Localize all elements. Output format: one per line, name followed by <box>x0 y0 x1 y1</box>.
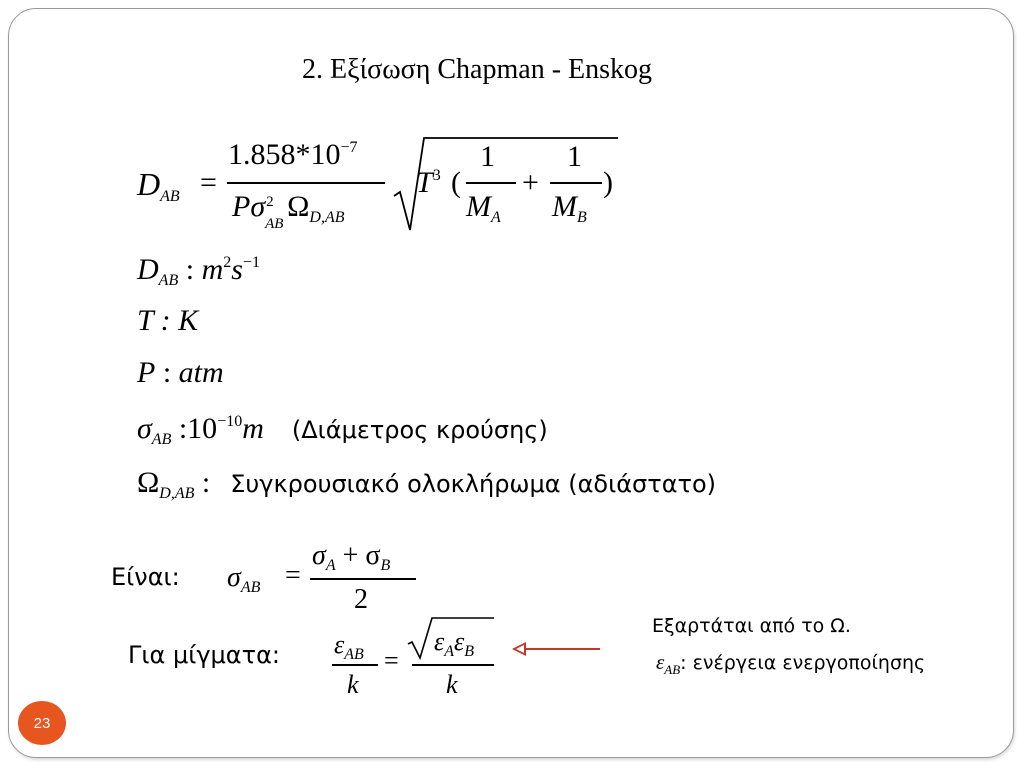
mixtures-rhs-eps: $\varepsilon_A\varepsilon_B$ <box>434 627 475 660</box>
page-number-badge: 23 <box>18 701 66 745</box>
einai-numerator: $\sigma_A + \sigma_B$ <box>312 540 391 574</box>
eq-plus: + <box>522 166 539 199</box>
eq-t-cubed: $T^3$ <box>416 166 441 199</box>
einai-fraction-bar <box>310 578 416 580</box>
eq-equals: = <box>200 166 217 199</box>
arrow-head-inner <box>516 645 524 653</box>
eq-fraction-bar <box>227 182 385 184</box>
side-note-line2: $\varepsilon_{AB}$: ενέργεια ενεργοποίησης <box>656 650 926 677</box>
eq-one-a: 1 <box>480 140 495 173</box>
side-note-line1: Εξαρτάται από το Ω. <box>652 615 851 637</box>
unit-t: T : K <box>137 304 199 337</box>
unit-p: P : atm <box>137 356 224 389</box>
mixtures-lhs-k: k <box>347 670 359 699</box>
mixtures-lhs-bar <box>332 664 378 666</box>
einai-equals: = <box>285 560 301 591</box>
unit-dab: $D_{AB}$ : $m^2s^{-1}$ <box>137 253 260 289</box>
mixtures-lhs-eps: $\varepsilon_{AB}$ <box>334 630 364 663</box>
slide-title: 2. Εξίσωση Chapman - Enskog <box>302 54 653 85</box>
einai-label: Είναι: <box>111 563 180 591</box>
eq-denominator: Pσ 2 AB $\Omega_{D,AB}$ <box>232 190 345 232</box>
mixtures-rhs-k: k <box>446 670 458 699</box>
eq-open-paren: ( <box>451 166 461 199</box>
eq-close-paren: ) <box>603 166 613 199</box>
eq-fraction-bar-b <box>550 182 602 184</box>
eq-mb: $M_B$ <box>552 190 587 226</box>
eq-one-b: 1 <box>567 140 582 173</box>
mixtures-equals: = <box>384 646 399 675</box>
unit-omega: $\Omega_{D,AB}$ : Συγκρουσιακό ολοκλήρωμα (αδιάστατο) <box>137 466 717 502</box>
mixtures-rhs-bar <box>412 664 494 666</box>
einai-lhs: $\sigma_{AB}$ <box>227 562 261 596</box>
unit-sigma: $\sigma_{AB}$ $:10^{-10}m$ (Διάμετρος κρούσης) <box>137 412 548 448</box>
arrow-line <box>522 648 600 650</box>
einai-denominator: 2 <box>354 584 368 615</box>
eq-ma: $M_A$ <box>466 190 501 226</box>
eq-lhs: $D_{AB}$ <box>137 166 180 205</box>
mixtures-label: Για μίγματα: <box>128 641 280 669</box>
eq-numerator: $1.858*10^{-7}$ <box>228 138 358 171</box>
eq-fraction-bar-a <box>466 182 516 184</box>
